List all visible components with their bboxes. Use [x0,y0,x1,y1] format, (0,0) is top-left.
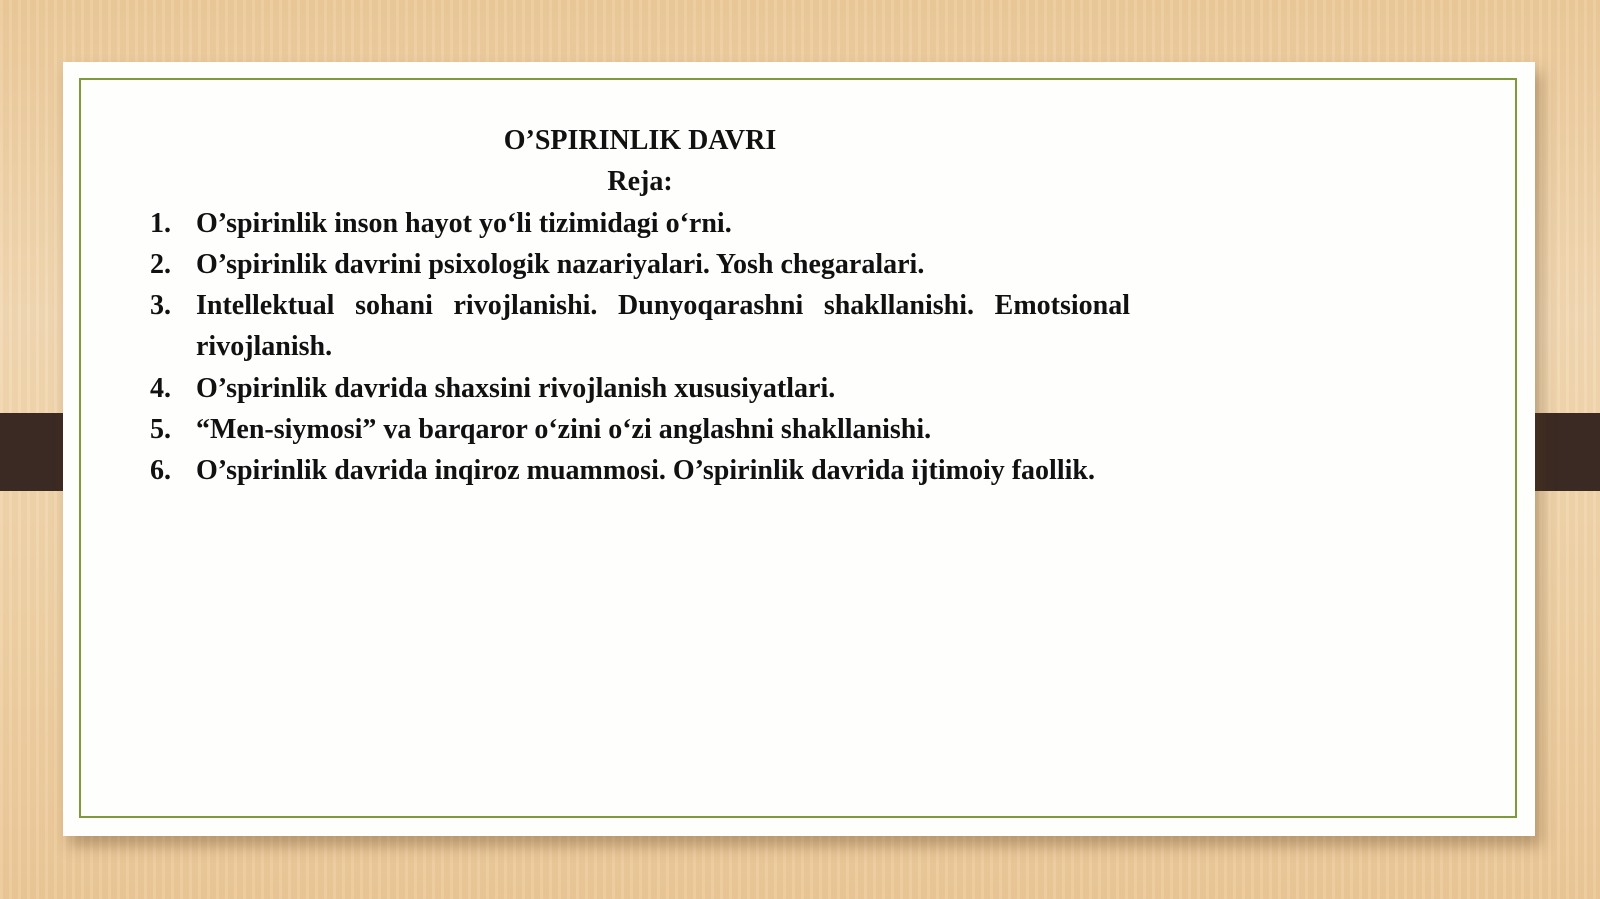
plan-item [150,409,1130,450]
plan-item-number: 2. [150,248,171,280]
plan-item-number: 1. [150,207,171,239]
plan-item-number: 3. [150,290,171,322]
plan-list [150,203,1130,492]
plan-item [150,450,1130,491]
plan-item-number: 6. [150,455,171,487]
plan-item-text: O’spirinlik davrini psixologik nazariyalari. Yosh chegaralari. [196,248,925,280]
plan-item-text: O’spirinlik davrida inqiroz muammosi. O’spirinlik davrida ijtimoiy faollik. [196,455,1095,487]
plan-item-text: “Men-siymosi” va barqaror o‘zini o‘zi anglashni shakllanishi. [196,414,932,446]
plan-item-text: O’spirinlik inson hayot yo‘li tizimidagi o‘rni. [196,207,732,239]
plan-item [150,203,1130,244]
plan-heading: Reja: [607,166,673,198]
slide-title: O’SPIRINLIK DAVRI [503,125,777,156]
plan-item-number: 4. [150,372,171,404]
slide-content [150,120,1130,492]
plan-item-text: Intellektual sohani rivojlanishi. Dunyoqarashni shakllanishi. Emotsional rivojlanish. [196,290,1130,363]
plan-item [150,368,1130,409]
plan-item-number: 5. [150,414,171,446]
plan-item-text: O’spirinlik davrida shaxsini rivojlanish xususiyatlari. [196,372,836,404]
plan-item [150,285,1130,368]
plan-item [150,244,1130,285]
